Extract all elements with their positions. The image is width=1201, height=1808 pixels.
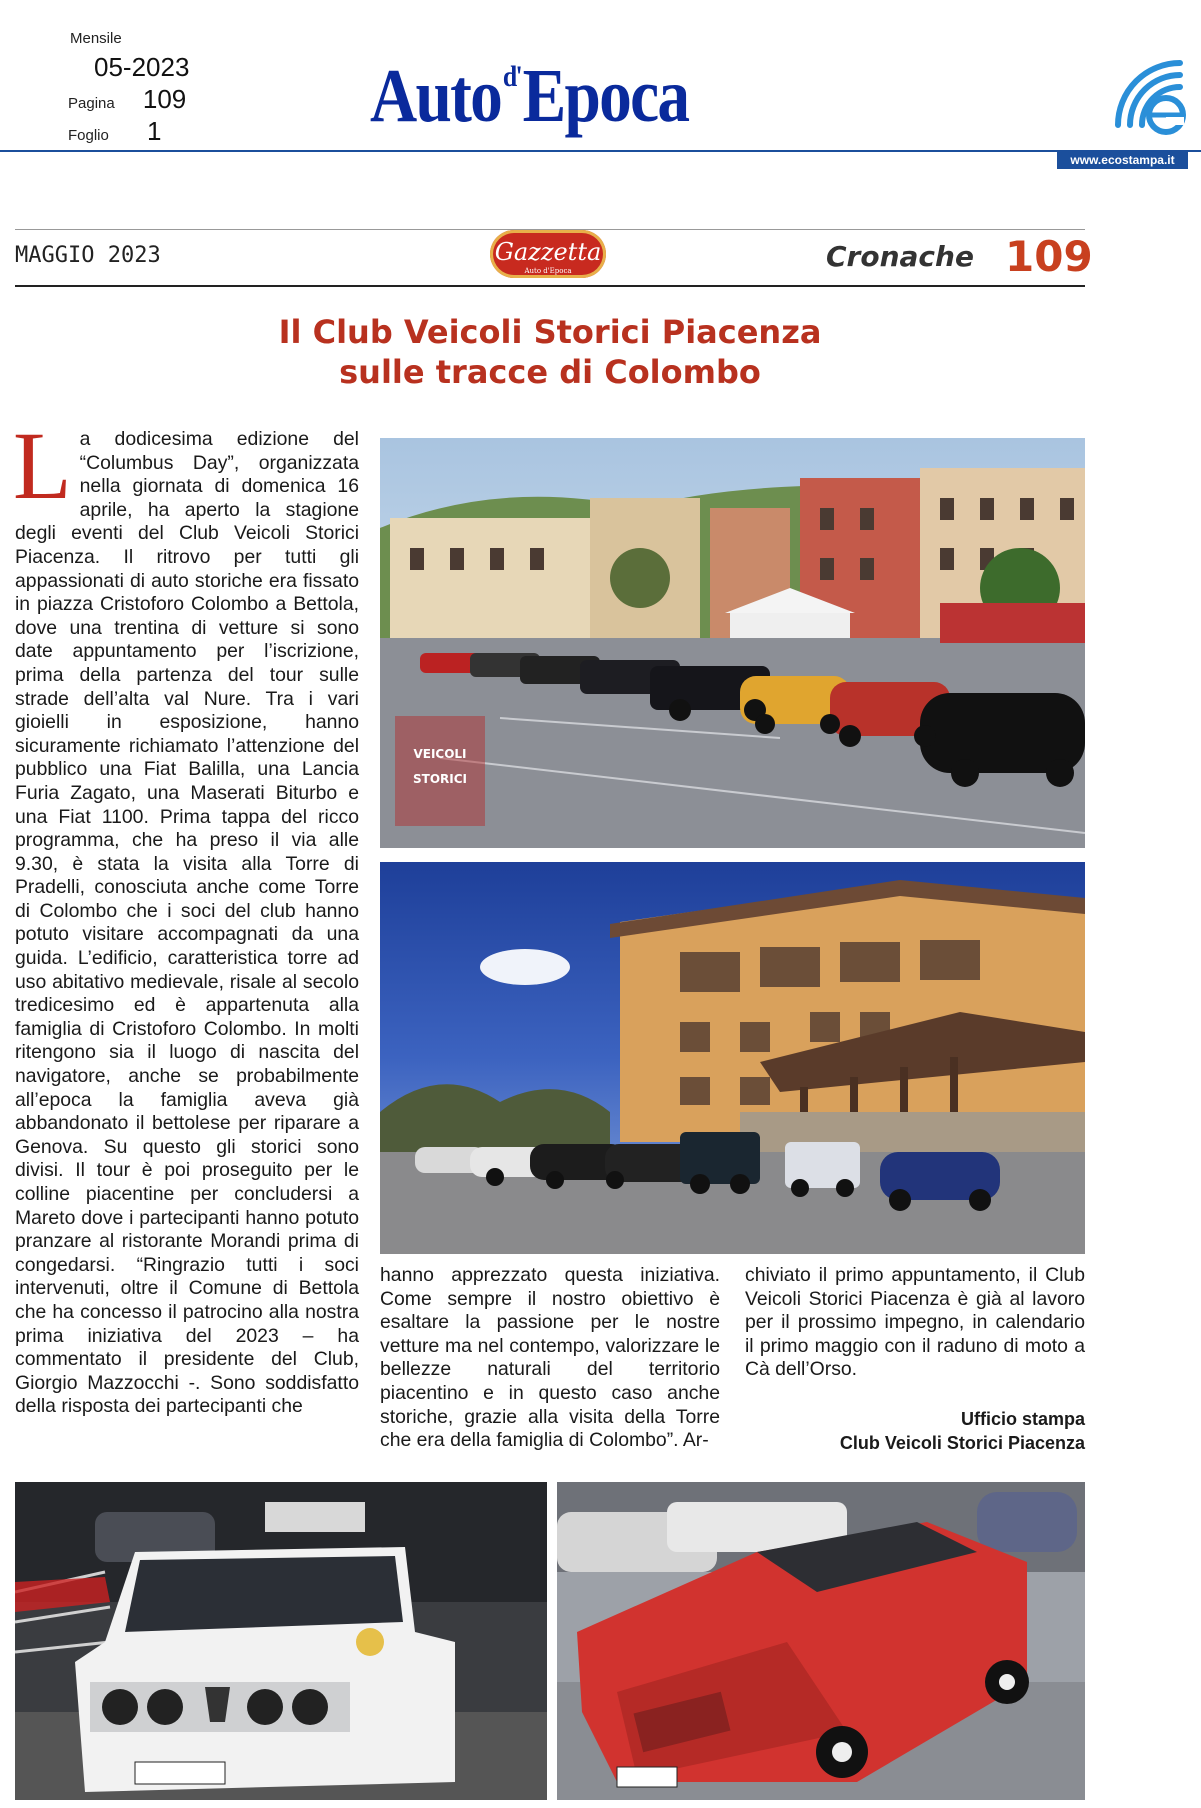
signature-line-1: Ufficio stampa [960,1409,1085,1429]
photo-hotel-illustration [380,862,1085,1254]
header-rule [0,150,1201,152]
sheet-row [68,116,162,147]
page-row [68,84,186,115]
ecostampa-url[interactable]: www.ecostampa.it [1057,152,1188,169]
page-value: 109 [142,84,187,114]
article-column-2: hanno apprezzato questa iniziativa. Come sempre il nostro obiettivo è esaltare la passione per le nostre vetture ma nel contempo, valorizzare le bellezze naturali del territorio piacentino e in questo caso anche storiche, grazie alla visita della Torre che era della famiglia di Colombo”. Ar- [380,1264,720,1452]
article-column-3: chiviato il primo appuntamento, il Club Veicoli Storici Piacenza è già al lavoro per il prossimo impegno, in calendario il primo maggio con il raduno di moto a Cà dell’Orso. [745,1264,1085,1381]
page-header-rule [15,285,1085,287]
page-label: Pagina [68,95,115,112]
headline-line-1: Il Club Veicoli Storici Piacenza [278,313,822,351]
ecostampa-logo-icon [1110,55,1190,141]
gazzetta-logo: Gazzetta Auto d'Epoca [490,230,606,278]
photo-red-convertible [557,1482,1085,1800]
photo-white-sedan-illustration [15,1482,547,1800]
drop-cap: L [13,412,72,519]
headline-line-2: sulle tracce di Colombo [339,353,761,391]
photo-piazza-illustration [380,438,1085,848]
signature-line-2: Club Veicoli Storici Piacenza [839,1433,1085,1453]
frequency-label: Mensile [70,30,122,47]
photo-watermark-line-1: VEICOLI [413,747,467,761]
issue-date: 05-2023 [94,52,190,82]
photo-hotel-cars [380,862,1085,1254]
sheet-label: Foglio [68,127,109,144]
masthead-logo: Auto$^{d'}$Epoca [370,54,689,138]
photo-white-sedan [15,1482,547,1800]
photo-red-convertible-illustration [557,1482,1085,1800]
article-column-1 [13,412,359,1419]
article-headline [200,312,900,392]
issue-date-row [68,52,189,83]
photo-watermark-line-2: STORICI [412,772,468,786]
article-signature [745,1407,1085,1455]
sheet-value: 1 [147,116,162,146]
section-title: Cronache [826,240,974,273]
page-number: 109 [1005,232,1093,281]
photo-piazza-cars [380,438,1085,848]
column-1-text: a dodicesima edizione del “Columbus Day”, organizzata nella giornata di domenica 16 aprile, ha aperto la stagione degli eventi del Club Veicoli Storici Piacenza. Il ritrovo per tutti gli appassionati di auto storiche era fissato in piazza Cristoforo Colombo a Bettola, dove una trentina di vetture si sono date appuntamento per l’iscrizione, prima della partenza del tour sulle strade dell’alta val Nure. Tra i vari gioielli in esposizione, hanno sicuramente richiamato l’attenzione del pubblico una Fiat Balilla, una Lancia Furia Zagato, una Maserati Biturbo e una Fiat 1100. Prima tappa del ricco programma, che ha preso il via alle 9.30, è stata la visita alla Torre di Pradelli, conosciuta anche come Torre di Colombo che i soci del club hanno potuto visitare accompagnati da una guida. L’edificio, caratteristica torre ad uso abitativo medievale, risale al secolo tredicesimo ed è appartenuta alla famiglia di Cristoforo Colombo. In molti ritengono sia il luogo di nascita del navigatore, anche se probabilmente all’epoca la famiglia aveva già abbandonato il bettolese per riparare a Genova. Su questo gli storici sono divisi. Il tour è poi proseguito per le colline piacentine per concludersi a Mareto dove i partecipanti hanno potuto pranzare al ristorante Morandi prima di congedarsi. “Ringrazio tutti i soci intervenuti, oltre il Comune di Bettola che ha concesso il patrocino alla nostra prima iniziativa del 2023 – ha commentato il presidente del Club, Giorgio Mazzocchi -. Sono soddisfatto della risposta dei partecipanti che [15,428,359,1418]
issue-month: MAGGIO 2023 [15,243,161,268]
